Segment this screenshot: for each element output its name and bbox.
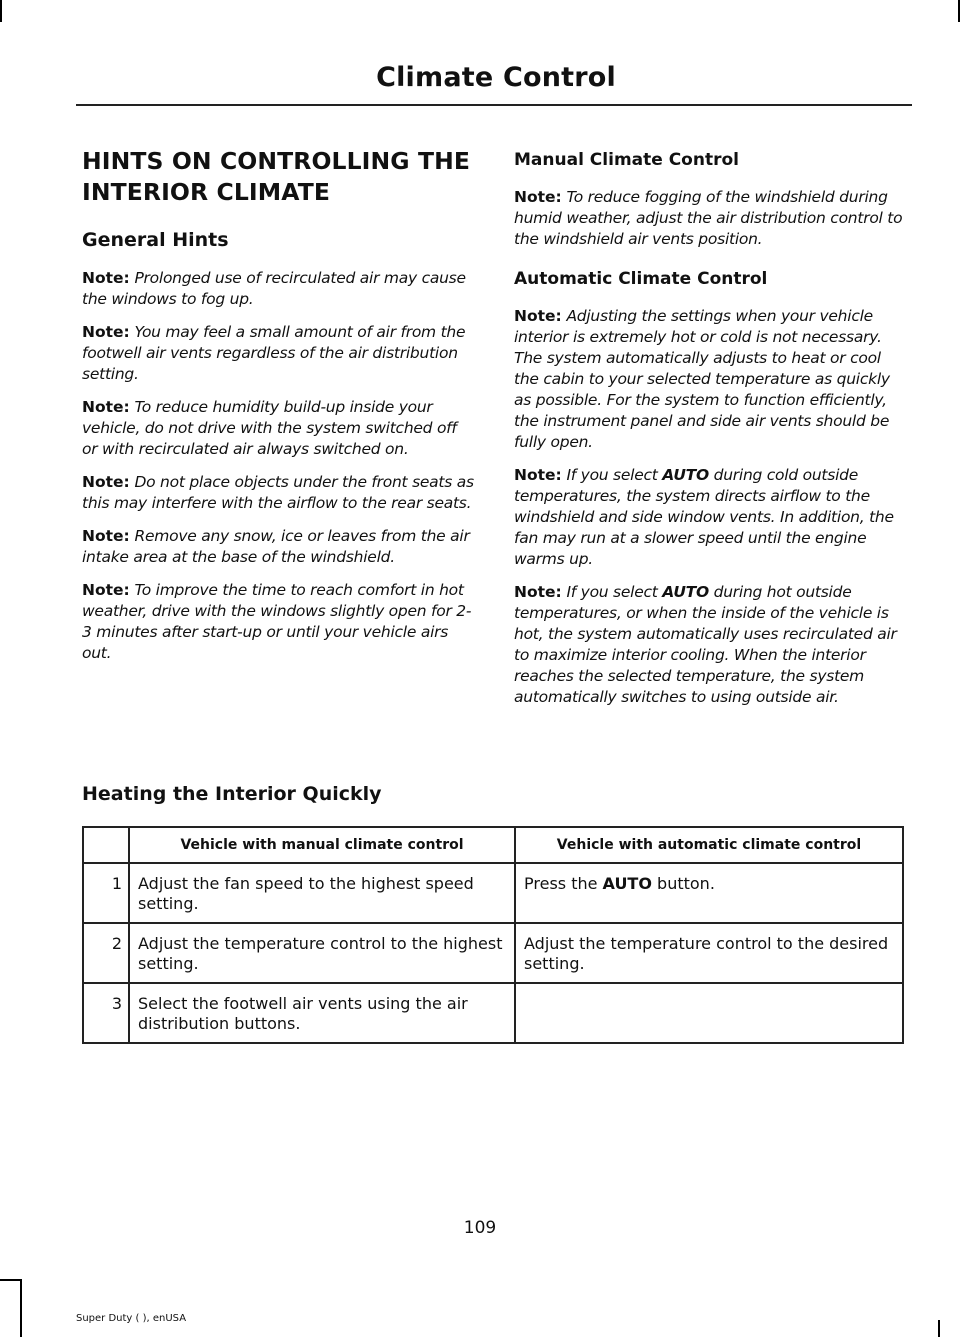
note-text: during hot outside temperatures, or when the inside of the vehicle is hot, the system automatically uses recirculated air to maximize interior cooling. When the interior reaches the selected temperature, the system automatically switches to using outside air. [514,583,897,706]
note-label: Note: [514,188,562,206]
note-paragraph [82,580,474,664]
note-label: Note: [514,583,562,601]
table-row [83,863,903,923]
note-text: Prolonged use of recirculated air may cause the windows to fog up. [82,269,466,308]
crop-mark [20,1279,22,1337]
note-paragraph [82,397,474,460]
table-row [83,923,903,983]
note-paragraph [82,526,474,568]
note-paragraph [82,472,474,514]
table-row [83,983,903,1043]
right-column [514,149,906,720]
left-column [82,146,474,676]
step-text: Adjust the temperature control to the desired setting. [524,934,889,973]
heating-steps-table [82,826,904,1044]
automatic-step [515,923,903,983]
note-text: If you select [566,583,663,601]
page-title: Climate Control [376,62,616,93]
subheading-general-hints: General Hints [82,229,229,251]
footer-text: Super Duty ( ), enUSA [76,1313,187,1324]
note-text: Adjusting the settings when your vehicle interior is extremely hot or cold is not necessary. The system automatically adjusts to heat or cool the cabin to your selected temperature as quickly as possible. For the system to function efficiently, the instrument panel and side air vents should be fully open. [514,307,890,451]
note-label: Note: [514,466,562,484]
auto-keyword: AUTO [602,874,652,893]
manual-step: Select the footwell air vents using the air distribution buttons. [129,983,515,1043]
note-text: To reduce humidity build-up inside your vehicle, do not drive with the system switched off or with recirculated air always switched on. [82,398,457,458]
auto-keyword: AUTO [662,466,709,484]
note-paragraph [514,465,906,570]
page-number: 109 [463,1218,497,1238]
subheading-automatic-climate-control: Automatic Climate Control [514,269,768,289]
note-paragraph [82,268,474,310]
note-text: To reduce fogging of the windshield during humid weather, adjust the air distribution control to the windshield air vents position. [514,188,903,248]
column-header-automatic: Vehicle with automatic climate control [515,827,903,863]
manual-step: Adjust the fan speed to the highest speed setting. [129,863,515,923]
page-header [76,62,912,106]
note-text: If you select [566,466,663,484]
note-paragraph [514,306,906,453]
step-text: button. [651,874,715,893]
section-heading: HINTS ON CONTROLLING THE INTERIOR CLIMATE [82,147,471,206]
crop-mark [938,1320,940,1337]
step-text: Press the [524,874,603,893]
note-text: during cold outside temperatures, the system directs airflow to the windshield and side window vents. In addition, the fan may run at a slower speed until the engine warms up. [514,466,894,568]
manual-step: Adjust the temperature control to the highest setting. [129,923,515,983]
note-text: You may feel a small amount of air from the footwell air vents regardless of the air distribution setting. [82,323,466,383]
crop-mark [0,0,2,22]
note-label: Note: [82,473,130,491]
table-header-row [83,827,903,863]
note-text: Do not place objects under the front seats as this may interfere with the airflow to the rear seats. [82,473,474,512]
automatic-step [515,863,903,923]
note-paragraph [82,322,474,385]
note-label: Note: [514,307,562,325]
note-label: Note: [82,269,130,287]
column-header-step [83,827,129,863]
step-number: 2 [83,923,129,983]
column-header-manual: Vehicle with manual climate control [129,827,515,863]
crop-mark [0,1279,22,1281]
step-number: 3 [83,983,129,1043]
note-text: Remove any snow, ice or leaves from the air intake area at the base of the windshield. [82,527,470,566]
auto-keyword: AUTO [662,583,709,601]
automatic-step [515,983,903,1043]
step-number: 1 [83,863,129,923]
note-paragraph [514,582,906,708]
note-label: Note: [82,398,130,416]
heating-heading: Heating the Interior Quickly [82,783,382,805]
subheading-manual-climate-control: Manual Climate Control [514,150,739,170]
note-paragraph [514,187,906,250]
note-label: Note: [82,323,130,341]
note-label: Note: [82,581,130,599]
note-label: Note: [82,527,130,545]
note-text: To improve the time to reach comfort in hot weather, drive with the windows slightly open for 2-3 minutes after start-up or until your vehicle airs out. [82,581,472,662]
